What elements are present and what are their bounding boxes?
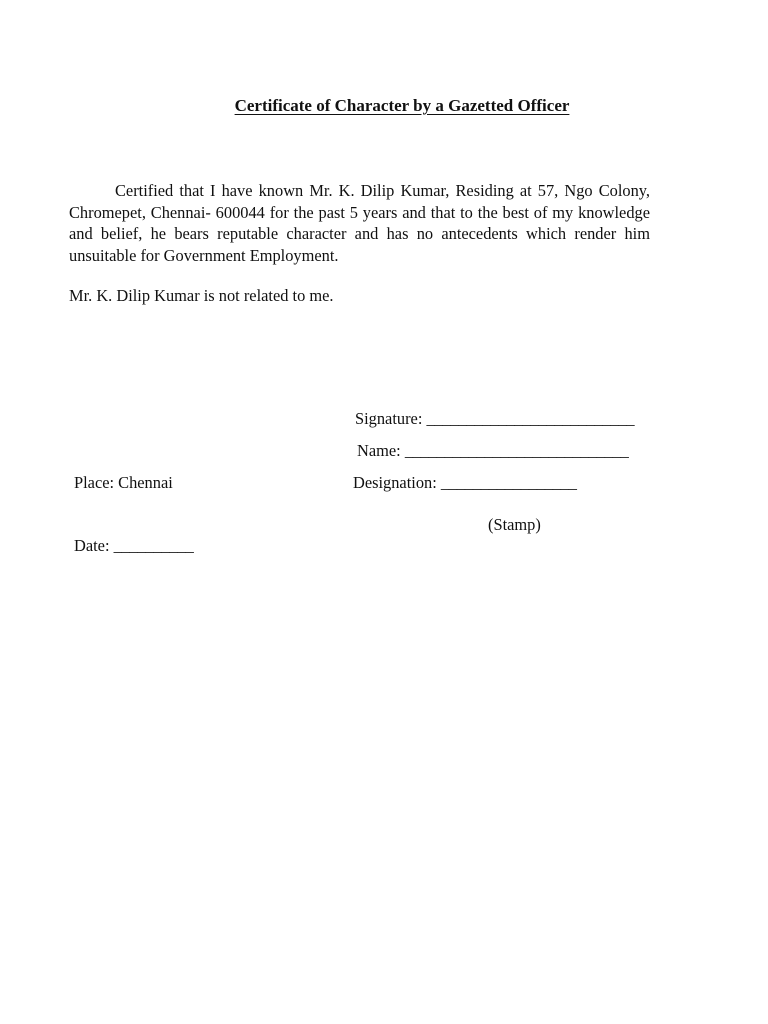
designation-blank-line: _________________: [440, 473, 577, 492]
signature-label: Signature:: [355, 409, 423, 428]
place-text: Place: Chennai: [74, 473, 173, 492]
document-title: Certificate of Character by a Gazetted Officer: [234, 96, 570, 115]
name-label: Name:: [357, 441, 401, 460]
certificate-paragraph: Certified that I have known Mr. K. Dilip Kumar, Residing at 57, Ngo Colony, Chromepet, Chennai- 600044 for the past 5 years and that to the best of my knowledge and belief, he bears reputable character and has no antecedents which render him unsuitable for Government Employment.: [69, 181, 650, 265]
date-field: [74, 536, 194, 556]
date-blank-line: __________: [113, 536, 194, 555]
signature-field: [355, 409, 634, 429]
name-field: [357, 441, 629, 461]
date-label: Date:: [74, 536, 110, 555]
designation-label: Designation:: [353, 473, 437, 492]
relation-statement: Mr. K. Dilip Kumar is not related to me.: [69, 286, 334, 305]
stamp-label: (Stamp): [488, 515, 541, 534]
signature-blank-line: __________________________: [426, 409, 635, 428]
designation-field: [353, 473, 577, 493]
name-blank-line: ____________________________: [404, 441, 629, 460]
